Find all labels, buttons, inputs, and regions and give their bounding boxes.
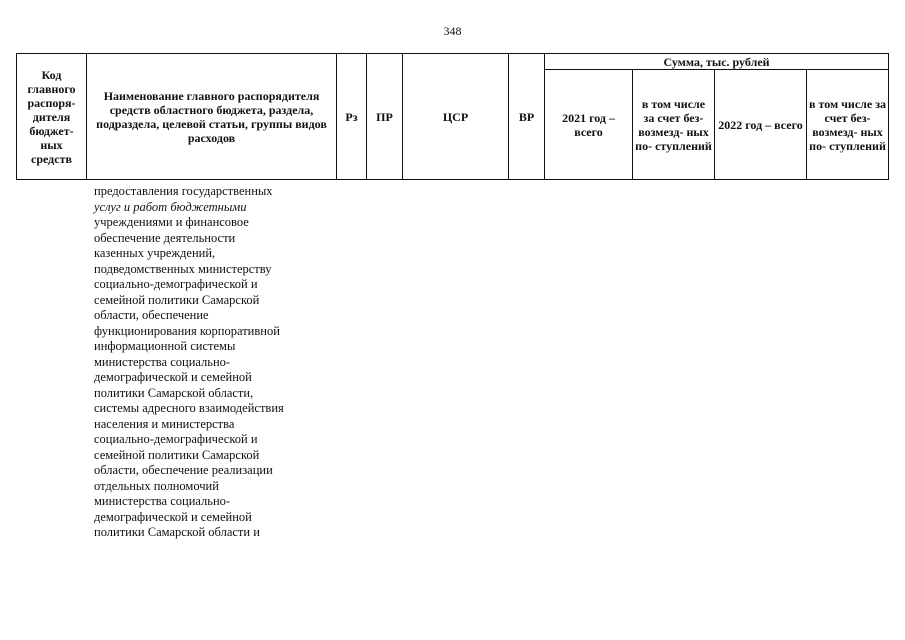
col-2022-total-header: 2022 год – всего <box>715 70 807 180</box>
text-line: обеспечение деятельности <box>94 230 236 245</box>
col-pr-header: ПР <box>367 54 403 180</box>
text-line: населения и министерства <box>94 416 235 431</box>
text-line: семейной политики Самарской <box>94 447 260 462</box>
page-number: 348 <box>443 24 462 38</box>
text-line: системы адресного взаимодействия <box>94 401 284 415</box>
text-line: области, обеспечение <box>94 308 209 322</box>
text-line: семейной политики Самарской <box>94 292 260 307</box>
text-line: услуг и работ бюджетными <box>94 199 247 214</box>
budget-table-header <box>16 53 889 180</box>
text-line: отдельных полномочий <box>94 478 219 493</box>
col-2021-free-header: в том числе за счет без- возмезд- ных по- ступлений <box>633 70 715 180</box>
text-line: предоставления государственных <box>94 184 273 198</box>
text-line: политики Самарской области и <box>94 525 260 539</box>
col-sum-group-header: Сумма, тыс. рублей <box>545 54 889 70</box>
text-line: социально-демографической и <box>94 432 258 446</box>
col-code-header: Код главного распоря- дителя бюджет- ных средств <box>17 54 87 180</box>
text-line: министерства социально- <box>94 354 231 369</box>
row-description-text <box>94 184 354 541</box>
col-name-header: Наименование главного распорядителя средств областного бюджета, раздела, подраздела, целевой статьи, группы видов расходов <box>87 54 337 180</box>
col-vr-header: ВР <box>509 54 545 180</box>
text-line: социально-демографической и <box>94 277 258 291</box>
text-line: политики Самарской области, <box>94 385 254 400</box>
text-line: демографической и семейной <box>94 370 252 384</box>
text-line: казенных учреждений, <box>94 246 216 260</box>
col-csr-header: ЦСР <box>403 54 509 180</box>
text-line: министерства социально- <box>94 494 231 508</box>
col-2022-free-header: в том числе за счет без- возмезд- ных по- ступлений <box>807 70 889 180</box>
text-line: области, обеспечение реализации <box>94 463 273 477</box>
text-line: функционирования корпоративной <box>94 323 280 338</box>
text-line: информационной системы <box>94 339 236 353</box>
col-rz-header: Рз <box>337 54 367 180</box>
text-line: учреждениями и финансовое <box>94 215 249 229</box>
col-2021-total-header: 2021 год – всего <box>545 70 633 180</box>
text-line: подведомственных министерству <box>94 261 272 276</box>
text-line: демографической и семейной <box>94 509 252 524</box>
